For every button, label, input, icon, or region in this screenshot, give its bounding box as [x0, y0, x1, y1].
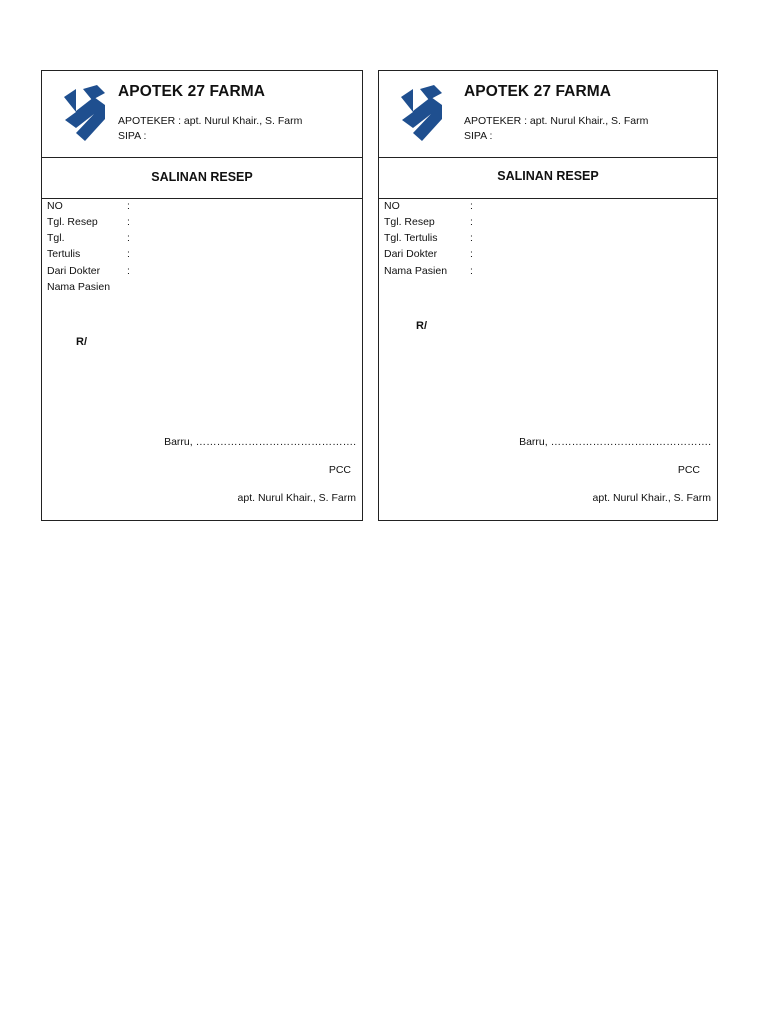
document-title: SALINAN RESEP: [151, 170, 253, 184]
field-colon: :: [470, 248, 473, 260]
pharmacy-name: APOTEK 27 FARMA: [118, 83, 266, 100]
field-label: NO: [47, 200, 63, 212]
field-colon: :: [127, 200, 130, 212]
prescription-copy-card-right: [378, 70, 718, 521]
field-label: Dari Dokter: [384, 248, 438, 260]
place-date: Barru, ……………………………………….: [519, 436, 711, 448]
field-label: Nama Pasien: [384, 265, 448, 277]
field-colon: :: [127, 216, 130, 228]
pcc-label: PCC: [677, 464, 700, 476]
field-colon: :: [127, 232, 130, 244]
card-header: [42, 71, 362, 158]
field-colon: :: [127, 248, 130, 260]
sipa-line: SIPA :: [118, 130, 147, 142]
card-header: [379, 71, 717, 158]
apotek-logo-icon: [61, 83, 111, 145]
pcc-label: PCC: [328, 464, 351, 476]
rx-symbol: R/: [76, 336, 87, 348]
field-label: Tgl. Resep: [384, 216, 435, 228]
field-label: Dari Dokter: [47, 265, 101, 277]
title-band: [42, 157, 362, 199]
signature-name: apt. Nurul Khair., S. Farm: [592, 492, 711, 504]
apoteker-line: APOTEKER : apt. Nurul Khair., S. Farm: [118, 115, 303, 127]
title-band: [379, 157, 717, 199]
pharmacy-name: APOTEK 27 FARMA: [464, 83, 612, 100]
field-label: Tgl.: [47, 232, 65, 244]
signature-name: apt. Nurul Khair., S. Farm: [237, 492, 356, 504]
rx-symbol: R/: [416, 320, 427, 332]
field-label: Tgl. Resep: [47, 216, 98, 228]
document-title: SALINAN RESEP: [497, 169, 599, 183]
field-colon: :: [470, 216, 473, 228]
field-label: Nama Pasien: [47, 281, 111, 293]
field-label: NO: [384, 200, 400, 212]
field-colon: :: [127, 265, 130, 277]
place-date: Barru, ……………………………………….: [164, 436, 356, 448]
field-colon: :: [470, 232, 473, 244]
prescription-copy-card-left: [41, 70, 363, 521]
field-label: Tgl. Tertulis: [384, 232, 438, 244]
sipa-line: SIPA :: [464, 130, 493, 142]
field-colon: :: [470, 200, 473, 212]
apotek-logo-icon: [398, 83, 448, 145]
field-colon: :: [470, 265, 473, 277]
apoteker-line: APOTEKER : apt. Nurul Khair., S. Farm: [464, 115, 649, 127]
field-label: Tertulis: [47, 248, 81, 260]
